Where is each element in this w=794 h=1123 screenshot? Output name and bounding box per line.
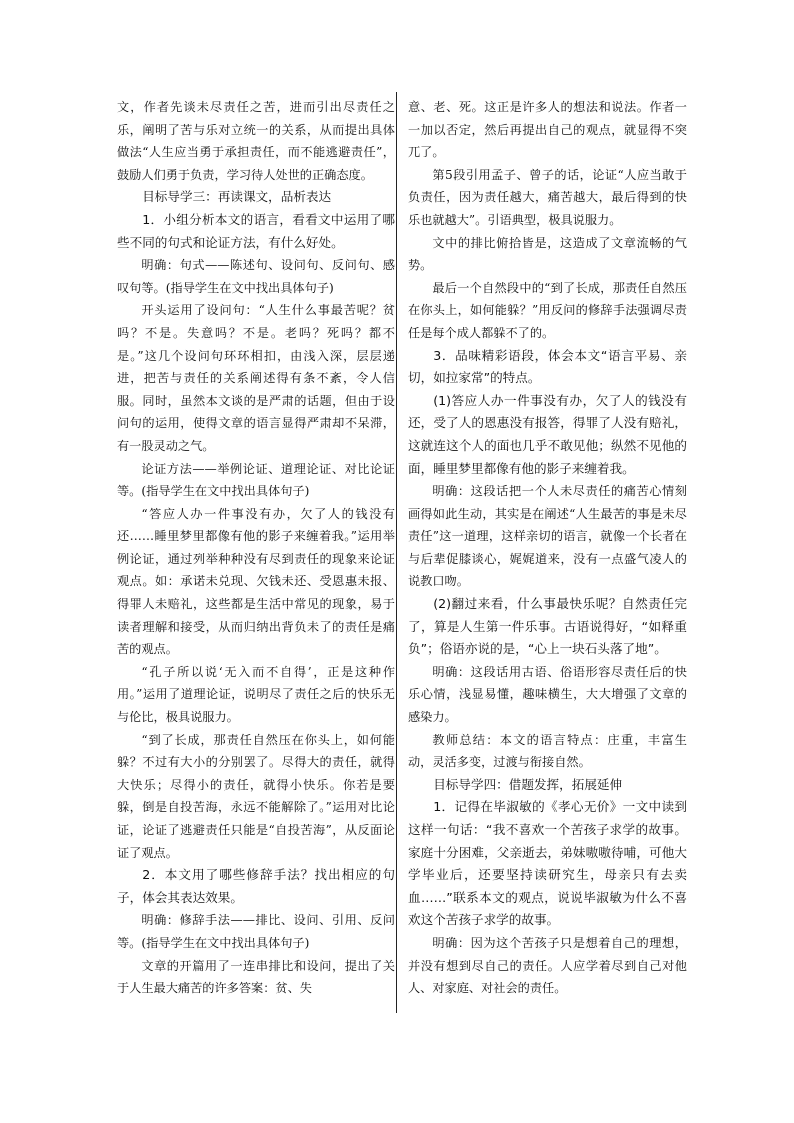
paragraph: 开头运用了设问句：“人生什么事最苦呢？贫吗？不是。失意吗？不是。老吗？死吗？都不是。”这几个设问句环环相扣，由浅入深，层层递进，把苦与责任的关系阐述得有条不紊，令人信服。同时，虽然本文谈的是严肃的话题，但由于设问句的运用，使得文章的语言显得严肃却不呆滞，有一股灵动之气。 [117, 303, 395, 453]
answer-paragraph: 明确：这段话把一个人未尽责任的痛苦心情刻画得如此生动，其实是在阐述“人生最苦的事是未尽责任”这一道理，这样亲切的语言，就像一个长者在与后辈促膝谈心，娓娓道来，没有一点盛气凌人的说教口吻。 [408, 484, 687, 589]
question-paragraph: 3．品味精彩语段，体会本文“语言平易、亲切，如拉家常”的特点。 [408, 347, 687, 386]
column-divider [396, 92, 397, 1013]
paragraph: 文中的排比俯拾皆是，这造成了文章流畅的气势。 [408, 235, 687, 273]
left-column [117, 96, 395, 1000]
question-paragraph: 2．本文用了哪些修辞手法？找出相应的句子，体会其表达效果。 [117, 867, 395, 905]
paragraph: 论证方法——举例论证、道理论证、对比论证等。(指导学生在文中找出具体句子) [117, 461, 395, 499]
paragraph: 第5段引用孟子、曾子的话，论证“人应当敢于负责任，因为责任越大，痛苦越大，最后得到的快乐也就越大”。引语典型，极具说服力。 [408, 167, 687, 227]
answer-paragraph: 明确：因为这个苦孩子只是想着自己的理想，并没有想到尽自己的责任。人应学着尽到自己对他人、对家庭、对社会的责任。 [408, 935, 687, 996]
paragraph: 最后一个自然段中的“到了长成，那责任自然压在你头上，如何能躲？”用反问的修辞手法强调尽责任是每个成人都躲不了的。 [408, 280, 687, 340]
quoted-excerpt: (1)答应人办一件事没有办，欠了人的钱没有还，受了人的恩惠没有报答，得罪了人没有赔礼，这就连这个人的面也几乎不敢见他；纵然不见他的面，睡里梦里都像有他的影子来缠着我。 [408, 392, 687, 476]
right-column [408, 96, 687, 1000]
answer-paragraph: 明确：修辞手法——排比、设问、引用、反问等。(指导学生在文中找出具体句子) [117, 913, 395, 950]
question-paragraph: 1．小组分析本文的语言，看看文中运用了哪些不同的句式和论证方法，有什么好处。 [117, 211, 395, 250]
paragraph: “到了长成，那责任自然压在你头上，如何能躲？不过有大小的分别罢了。尽得大的责任，就得大快乐；尽得小的责任，就得小快乐。你若是要躲，倒是自投苦海，永远不能解除了。”运用对比论证，论证了逃避责任只能是“自投苦海”，从反面论证了观点。 [117, 732, 395, 860]
paragraph: “答应人办一件事没有办，欠了人的钱没有还……睡里梦里都像有他的影子来缠着我。”运用举例论证，通过列举种种没有尽到责任的现象来论证观点。如：承诺未兑现、欠钱未还、受恩惠未报、得罪人未赔礼，这些都是生活中常见的现象，易于读者理解和接受，从而归纳出背负未了的责任是痛苦的观点。 [117, 506, 395, 657]
teacher-summary: 教师总结：本文的语言特点：庄重，丰富生动，灵活多变，过渡与衔接自然。 [408, 732, 687, 770]
section-heading: 目标导学三：再读课文，品析表达 [142, 189, 332, 205]
paragraph: 文，作者先谈未尽责任之苦，进而引出尽责任之乐，阐明了苦与乐对立统一的关系，从而提出具体做法“人生应当勇于承担责任，而不能逃避责任”，鼓励人们勇于负责，学习待人处世的正确态度。 [117, 100, 395, 182]
paragraph: 意、老、死。这正是许多人的想法和说法。作者一一加以否定，然后再提出自己的观点，就显得不突兀了。 [408, 100, 687, 160]
answer-paragraph: 明确：句式——陈述句、设问句、反问句、感叹句等。(指导学生在文中找出具体句子) [117, 258, 395, 295]
paragraph: 文章的开篇用了一连串排比和设问，提出了关于人生最大痛苦的许多答案：贫、失 [117, 958, 395, 996]
paragraph: “孔子所以说‘无入而不自得’，正是这种作用。”运用了道理论证，说明尽了责任之后的快乐无与伦比，极具说服力。 [117, 664, 395, 725]
question-paragraph: 1．记得在毕淑敏的《孝心无价》一文中读到这样一句话：“我不喜欢一个苦孩子求学的故事。家庭十分困难，父亲逝去，弟妹嗷嗷待哺，可他大学毕业后，还要坚持读研究生，母亲只有去卖血……”联系本文的观点，说说毕淑敏为什么不喜欢这个苦孩子求学的故事。 [408, 799, 687, 928]
answer-paragraph: 明确：这段话用古语、俗语形容尽责任后的快乐心情，浅显易懂，趣味横生，大大增强了文章的感染力。 [408, 664, 687, 725]
section-heading: 目标导学四：借题发挥，拓展延伸 [433, 776, 623, 792]
quoted-excerpt: (2)翻过来看，什么事最快乐呢？自然责任完了，算是人生第一件乐事。古语说得好，“如释重负”；俗语亦说的是，“心上一块石头落了地”。 [408, 596, 687, 657]
